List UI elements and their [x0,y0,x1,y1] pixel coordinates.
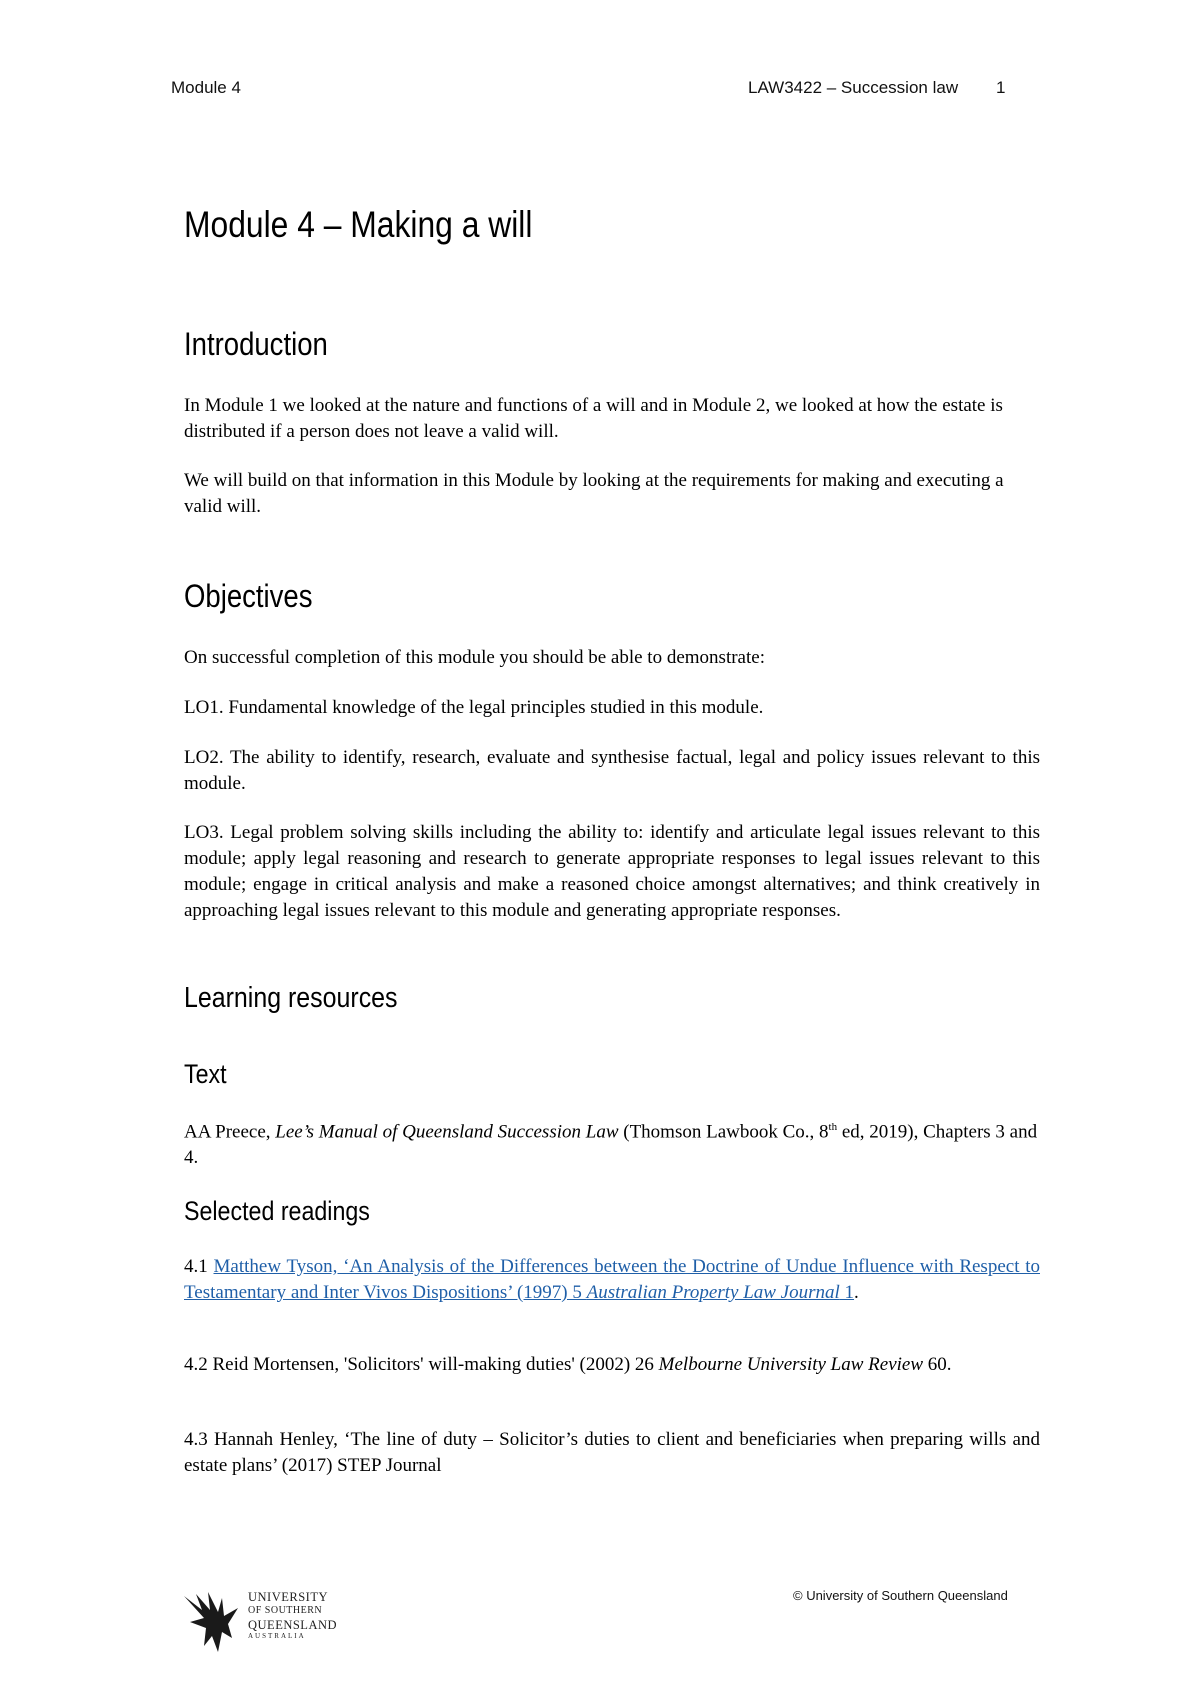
reading-4-2 [184,1352,1040,1378]
objective-lo1: LO1. Fundamental knowledge of the legal principles studied in this module. [184,697,764,718]
footer-copyright: © University of Southern Queensland [793,1588,1008,1603]
logo-line-southern: OF SOUTHERN [248,1605,323,1616]
reading-4-1-end: . [854,1282,859,1303]
textbook-publisher: (Thomson Lawbook Co., 8 [618,1121,829,1143]
logo-line-university: UNIVERSITY [248,1590,328,1604]
header-course: LAW3422 – Succession law [748,78,959,97]
selected-readings-heading: Selected readings [184,1196,370,1226]
textbook-author: AA Preece, [184,1121,276,1143]
university-logo-text [248,1590,337,1641]
phoenix-icon [182,1588,244,1656]
reading-4-1-link[interactable] [184,1256,1040,1303]
header-module: Module 4 [171,78,241,97]
reading-4-2-page: 60. [923,1354,952,1375]
introduction-heading: Introduction [184,326,328,362]
reading-4-2-citation: 4.2 Reid Mortensen, 'Solicitors' will-making duties' (2002) 26 [184,1354,659,1375]
reading-4-3: 4.3 Hannah Henley, ‘The line of duty – Solicitor’s duties to client and beneficiaries when preparing wills and estate plans’ (2017) STEP Journal [184,1429,1040,1476]
introduction-paragraph-2: We will build on that information in this Module by looking at the requirements for making and executing a valid will. [184,470,1004,517]
objectives-heading: Objectives [184,578,313,614]
reading-4-2-journal: Melbourne University Law Review [658,1354,924,1375]
textbook-title: Lee’s Manual of Queensland Succession Law [275,1121,619,1143]
logo-line-australia: AUSTRALIA [248,1632,306,1640]
reading-4-1-journal: Australian Property Law Journal [586,1282,840,1303]
textbook-year-chapters: ed, 2019), Chapters 3 and 4. [184,1121,1038,1169]
introduction-paragraph-1: In Module 1 we looked at the nature and functions of a will and in Module 2, we looked at how the estate is distributed if a person does not leave a valid will. [184,395,1003,442]
reading-4-1-page: 1 [839,1282,855,1303]
header-page-number: 1 [996,78,1006,97]
textbook-edition-suffix: th [828,1121,838,1133]
objective-lo3: LO3. Legal problem solving skills including the ability to: identify and articulate legal issues relevant to this module; apply legal reasoning and research to generate appropriate responses to legal issues relevant to this module; engage in critical analysis and make a reasoned choice amongst alternatives; and think creatively in approaching legal issues relevant to this module and generating appropriate responses. [184,822,1040,921]
university-logo [182,1588,342,1656]
reading-4-1 [184,1254,1040,1306]
text-heading: Text [184,1059,227,1089]
objective-lo2: LO2. The ability to identify, research, evaluate and synthesise factual, legal and policy issues relevant to this module. [184,747,1040,794]
objectives-intro: On successful completion of this module you should be able to demonstrate: [184,647,765,668]
reading-4-1-link-text: Matthew Tyson, ‘An Analysis of the Differences between the Doctrine of Undue Influence with Respect to Testamentary and Inter Vivos Dispositions’ (1997) 5 [184,1256,1040,1303]
textbook-reference [184,1114,1040,1171]
logo-line-queensland: QUEENSLAND [248,1618,338,1632]
learning-resources-heading: Learning resources [184,982,398,1014]
page-title: Module 4 – Making a will [184,204,533,245]
reading-4-1-number: 4.1 [184,1256,214,1277]
